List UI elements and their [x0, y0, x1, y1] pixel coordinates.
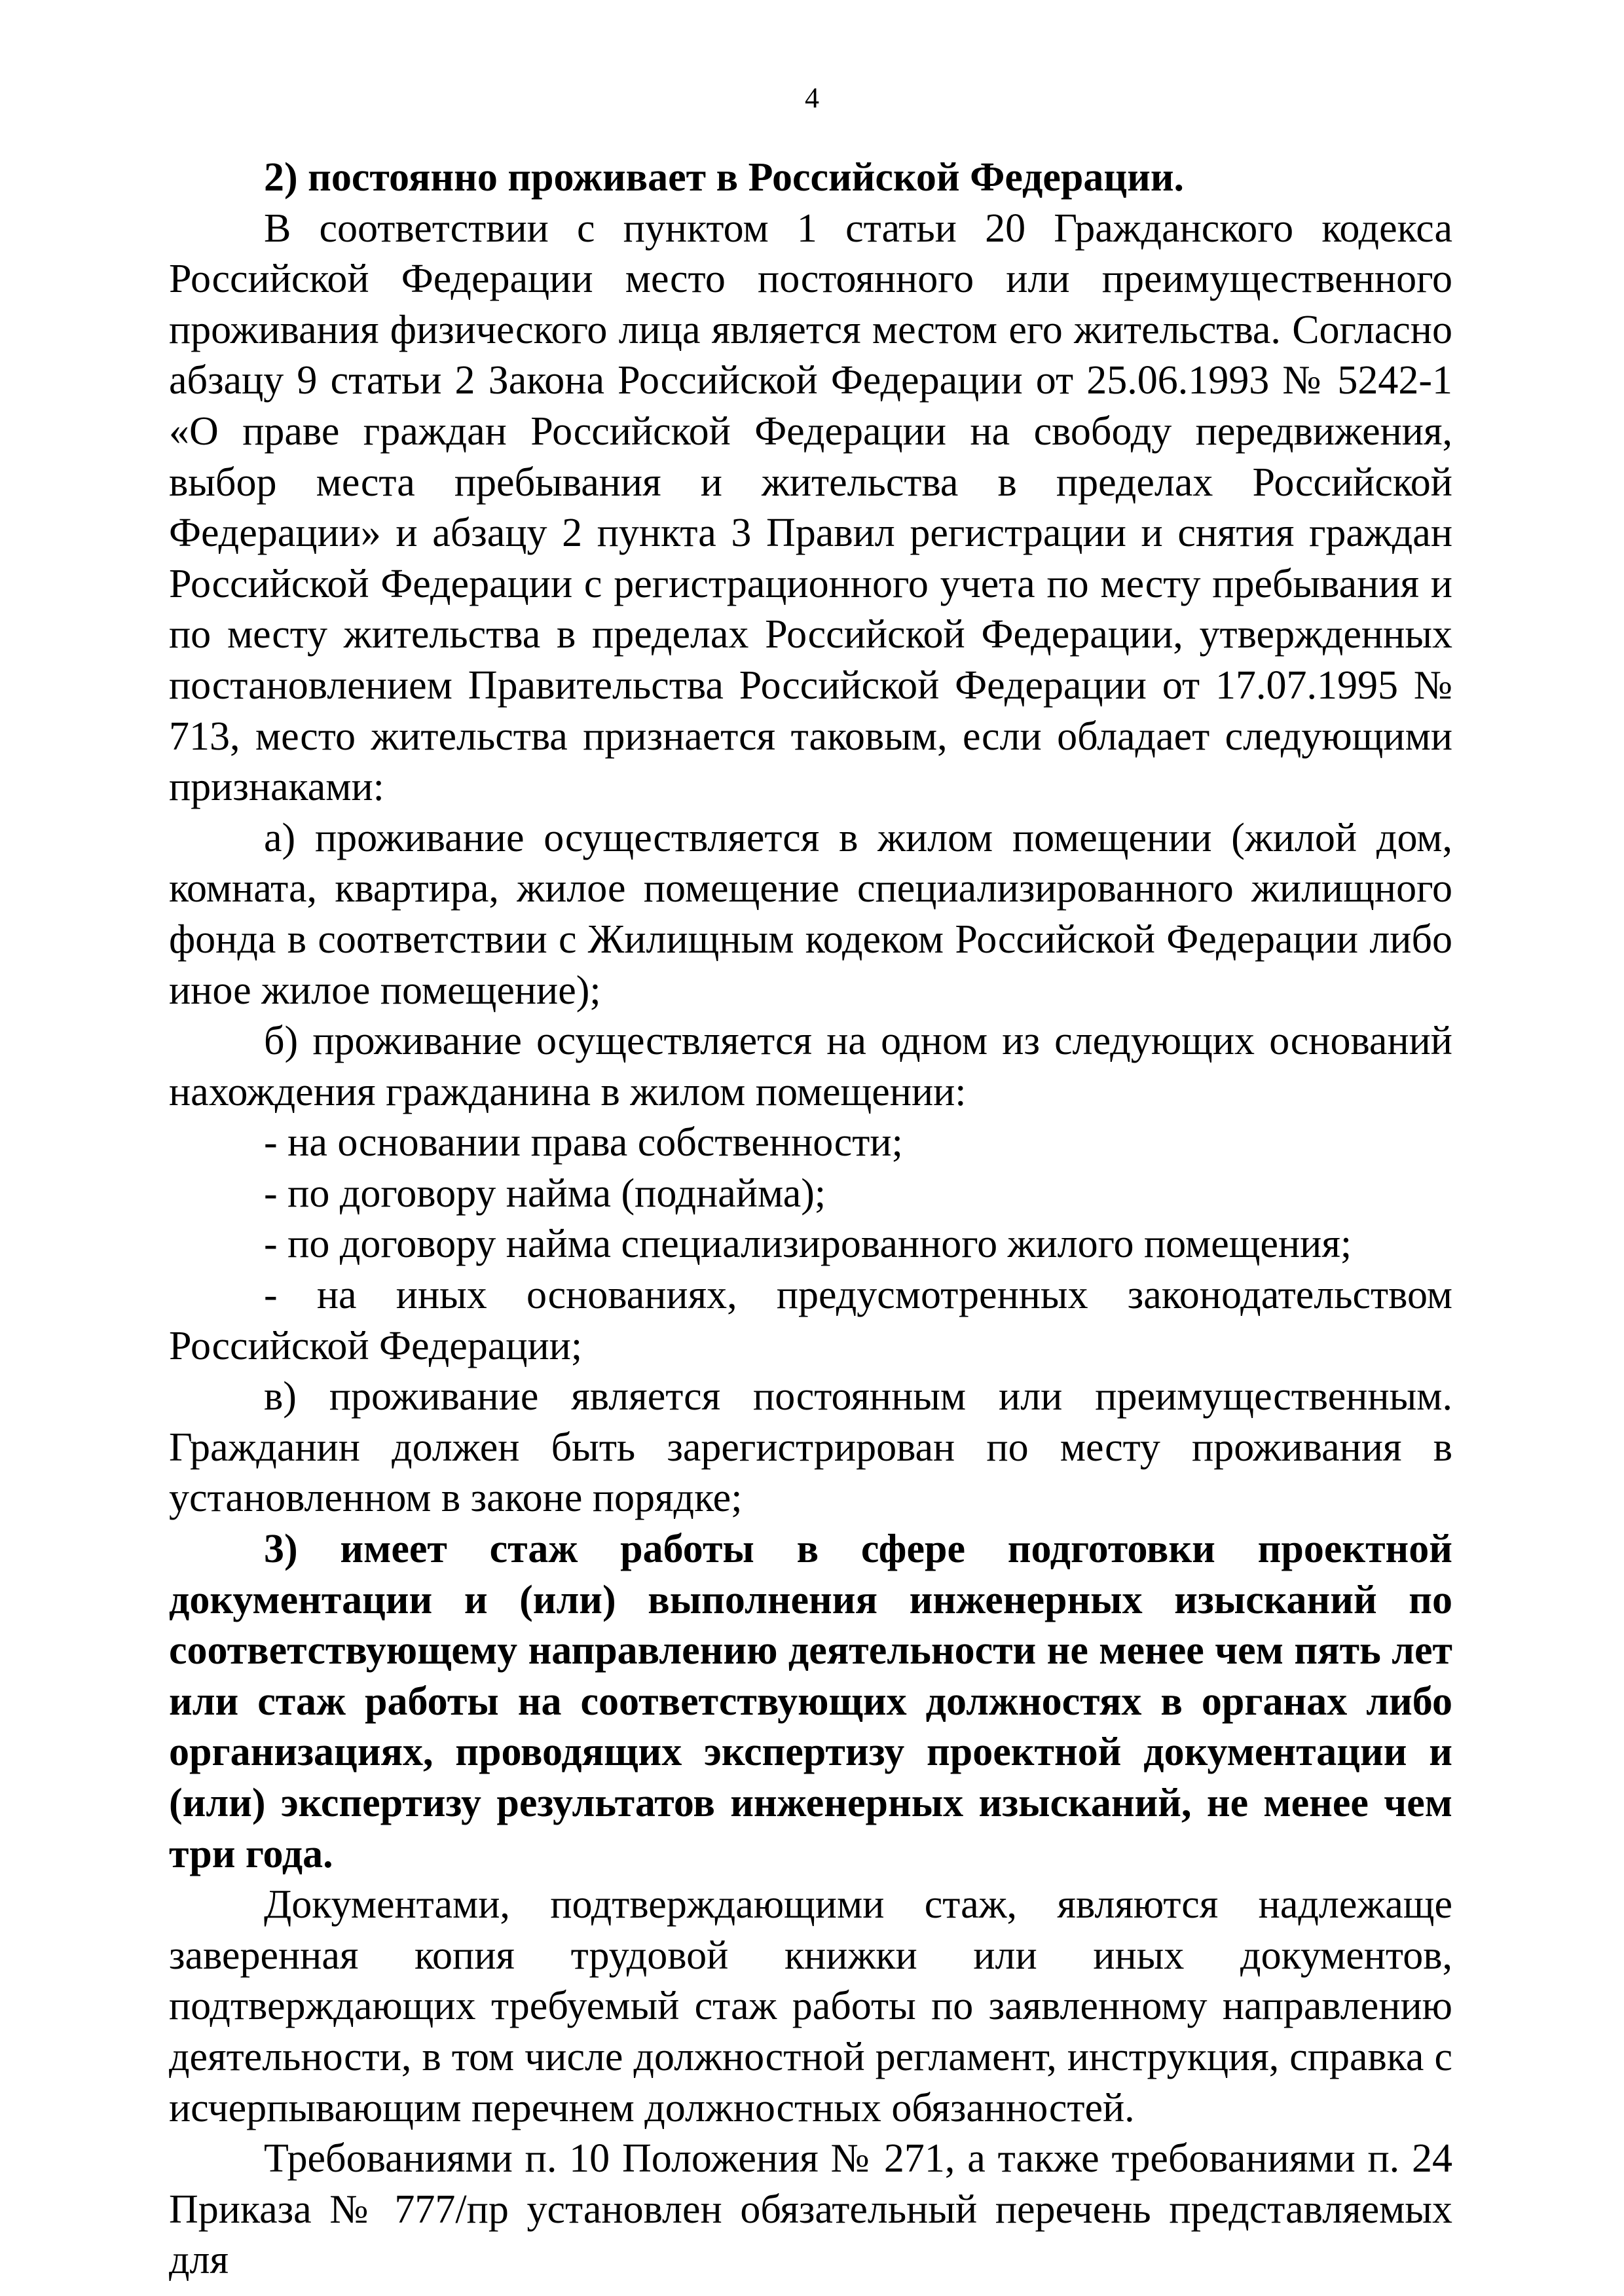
list-item-other-grounds: - на иных основаниях, предусмотренных законодательством Российской Федерации;: [169, 1273, 1452, 1368]
paragraph-item-2-heading: 2) постоянно проживает в Российской Федерации.: [264, 155, 1185, 200]
list-item-lease: - по договору найма (поднайма);: [264, 1171, 826, 1216]
paragraph-item-3-experience: 3) имеет стаж работы в сфере подготовки проектной документации и (или) выполнения инженерных изысканий по соответствующему направлению деятельности не менее чем пять лет или стаж работы на соответствующих должностях в органах либо организациях, проводящих экспертизу проектной документации и (или) экспертизу результатов инженерных изысканий, не менее чем три года.: [169, 1527, 1452, 1876]
paragraph-sign-c: в) проживание является постоянным или преимущественным. Гражданин должен быть зарегистрирован по месту проживания в установленном в законе порядке;: [169, 1374, 1452, 1521]
list-item-specialized-lease: - по договору найма специализированного жилого помещения;: [264, 1222, 1352, 1267]
paragraph-sign-a: а) проживание осуществляется в жилом помещении (жилой дом, комната, квартира, жилое помещение специализированного жилищного фонда в соответствии с Жилищным кодеком Российской Федерации либо иное жилое помещение);: [169, 815, 1452, 1013]
paragraph-experience-documents: Документами, подтверждающими стаж, являются надлежаще заверенная копия трудовой книжки или иных документов, подтверждающих требуемый стаж работы по заявленному направлению деятельности, в том числе должностной регламент, инструкция, справка с исчерпывающим перечнем должностных обязанностей.: [169, 1882, 1452, 2130]
paragraph-sign-b: б) проживание осуществляется на одном из следующих оснований нахождения гражданина в жилом помещении:: [169, 1019, 1452, 1114]
list-item-ownership: - на основании права собственности;: [264, 1120, 903, 1165]
paragraph-requirements: Требованиями п. 10 Положения № 271, а также требованиями п. 24 Приказа № 777/пр установлен обязательный перечень представляемых для: [169, 2136, 1452, 2283]
paragraph-civil-code: В соответствии с пунктом 1 статьи 20 Гражданского кодекса Российской Федерации место постоянного или преимущественного проживания физического лица является местом его жительства. Согласно абзацу 9 статьи 2 Закона Российской Федерации от 25.06.1993 № 5242-1 «О праве граждан Российской Федерации на свободу передвижения, выбор места пребывания и жительства в пределах Российской Федерации» и абзацу 2 пункта 3 Правил регистрации и снятия граждан Российской Федерации с регистрационного учета по месту пребывания и по месту жительства в пределах Российской Федерации, утвержденных постановлением Правительства Российской Федерации от 17.07.1995 № 713, место жительства признается таковым, если обладает следующими признаками:: [169, 206, 1452, 810]
document-body: [169, 153, 1452, 2286]
page-number: 4: [805, 82, 819, 114]
